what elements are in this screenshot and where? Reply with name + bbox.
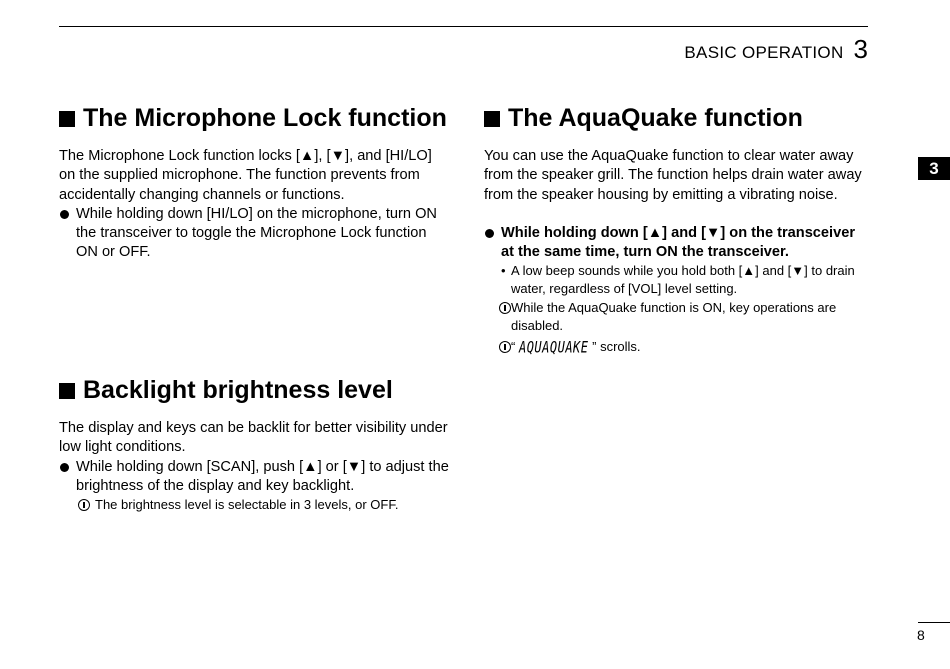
bullet-dot-icon <box>485 229 494 238</box>
section-backlight <box>59 376 449 514</box>
instruction-text: While holding down [▲] and [▼] on the transceiver at the same time, turn ON the transceiver. <box>501 224 856 261</box>
chapter-label: BASIC OPERATION <box>684 43 844 62</box>
instruction-bullet <box>59 205 449 263</box>
section-aquaquake <box>484 104 864 356</box>
note-quote-open: “ <box>511 339 516 355</box>
note-text: While the AquaQuake function is ON, key operations are disabled. <box>511 300 837 334</box>
instruction-bullet <box>484 224 864 263</box>
section-intro: You can use the AquaQuake function to clear water away from the speaker grill. The function helps drain water away from the speaker housing by emitting a vibrating noise. <box>484 148 862 203</box>
instruction-text: While holding down [HI/LO] on the microphone, turn ON the transceiver to toggle the Microphone Lock function ON or OFF. <box>76 205 437 261</box>
square-bullet-icon <box>59 383 75 399</box>
info-icon <box>499 302 511 314</box>
bottom-rule <box>918 622 950 623</box>
section-intro: The display and keys can be backlit for better visibility under low light conditions. <box>59 420 448 456</box>
note-quote-close: ” scrolls. <box>592 339 641 355</box>
square-bullet-icon <box>59 111 75 127</box>
sub-note <box>484 262 864 298</box>
info-note <box>484 338 864 356</box>
square-bullet-icon <box>484 111 500 127</box>
instruction-text: While holding down [SCAN], push [▲] or [▼] to adjust the brightness of the display and key backlight. <box>76 458 449 494</box>
top-rule <box>59 26 868 27</box>
bullet-dot-icon <box>60 210 69 219</box>
chapter-header <box>684 34 868 65</box>
section-title-text: Backlight brightness level <box>83 376 393 404</box>
lcd-display-text: AQUAQUAKE <box>518 338 589 357</box>
section-title-text: The Microphone Lock function <box>83 104 447 132</box>
chapter-number: 3 <box>853 34 868 64</box>
section-title <box>59 104 449 133</box>
section-title <box>59 376 449 405</box>
info-icon <box>78 499 90 511</box>
info-note <box>59 496 449 514</box>
sub-bullet-marker: • <box>501 263 506 279</box>
sub-note-text: A low beep sounds while you hold both [▲] and [▼] to drain water, regardless of [VOL] level setting. <box>511 263 855 297</box>
chapter-tab: 3 <box>918 157 950 180</box>
page-number: 8 <box>917 627 925 643</box>
section-microphone-lock <box>59 104 449 263</box>
info-note <box>484 299 864 335</box>
section-intro: The Microphone Lock function locks [▲], [▼], and [HI/LO] on the supplied microphone. The function prevents from accidentally changing channels or functions. <box>59 148 432 203</box>
instruction-bullet <box>59 458 449 497</box>
info-icon <box>499 341 511 353</box>
section-title-text: The AquaQuake function <box>508 104 803 132</box>
note-text: The brightness level is selectable in 3 levels, or OFF. <box>95 497 399 513</box>
section-title <box>484 104 864 133</box>
bullet-dot-icon <box>60 463 69 472</box>
